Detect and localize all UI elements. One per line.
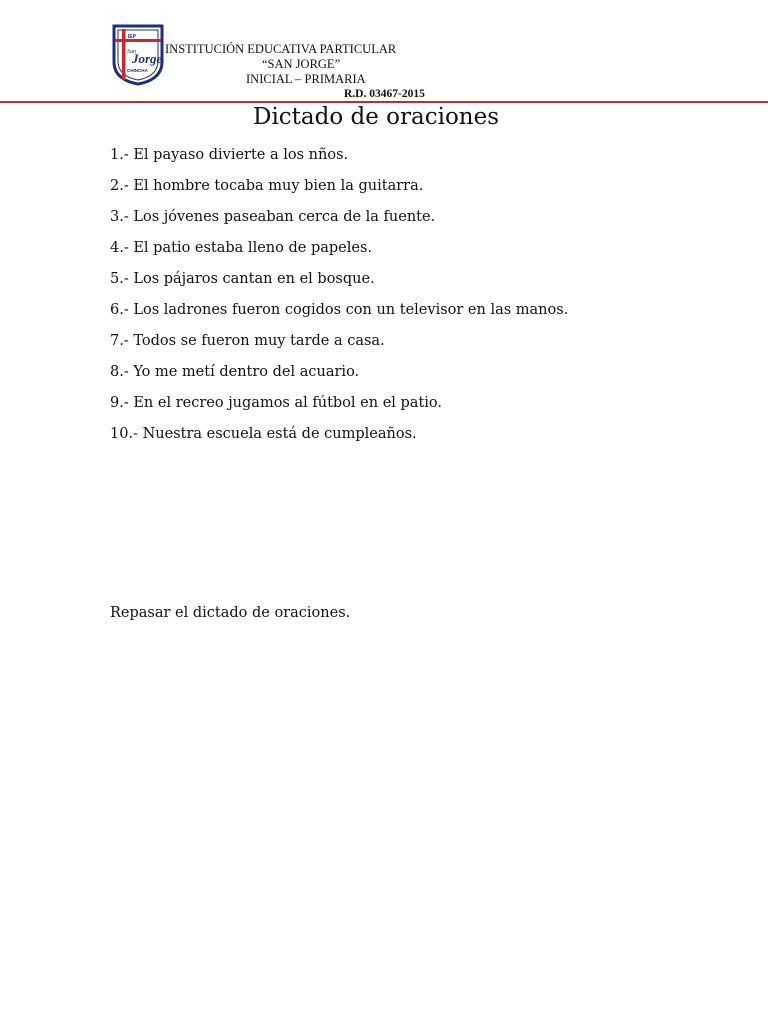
institution-name: INSTITUCIÓN EDUCATIVA PARTICULAR (165, 42, 397, 56)
sentence-item: 6.- Los ladrones fueron cogidos con un televisor en las manos. (110, 302, 569, 318)
resolution-number: R.D. 03467-2015 (344, 88, 425, 100)
logo-name-big: Jorge (132, 51, 163, 66)
sentence-item: 2.- El hombre tocaba muy bien la guitarra. (110, 178, 424, 194)
logo-acronym: IEP (128, 34, 137, 40)
sentence-item: 10.- Nuestra escuela está de cumpleaños. (110, 426, 417, 442)
sentence-item: 7.- Todos se fueron muy tarde a casa. (110, 333, 385, 349)
page-title: Dictado de oraciones (253, 104, 500, 130)
logo-city: CHINCHA (127, 68, 148, 73)
sentence-item: 4.- El patio estaba lleno de papeles. (110, 240, 372, 256)
school-logo (110, 24, 166, 86)
header-divider (0, 101, 768, 103)
sentence-item: 1.- El payaso divierte a los nños. (110, 147, 349, 163)
review-instruction: Repasar el dictado de oraciones. (110, 605, 351, 621)
logo-name-small: San (127, 49, 136, 55)
sentence-item: 8.- Yo me metí dentro del acuario. (110, 364, 360, 380)
education-levels: INICIAL – PRIMARIA (246, 72, 366, 86)
sentence-item: 5.- Los pájaros cantan en el bosque. (110, 271, 375, 287)
sentence-item: 9.- En el recreo jugamos al fútbol en el patio. (110, 395, 442, 411)
school-name: “SAN JORGE” (262, 57, 341, 71)
logo-cross-vertical (122, 29, 126, 80)
sentence-list (110, 144, 610, 454)
sentence-item: 3.- Los jóvenes paseaban cerca de la fuente. (110, 209, 436, 225)
logo-cross-horizontal (115, 39, 161, 42)
